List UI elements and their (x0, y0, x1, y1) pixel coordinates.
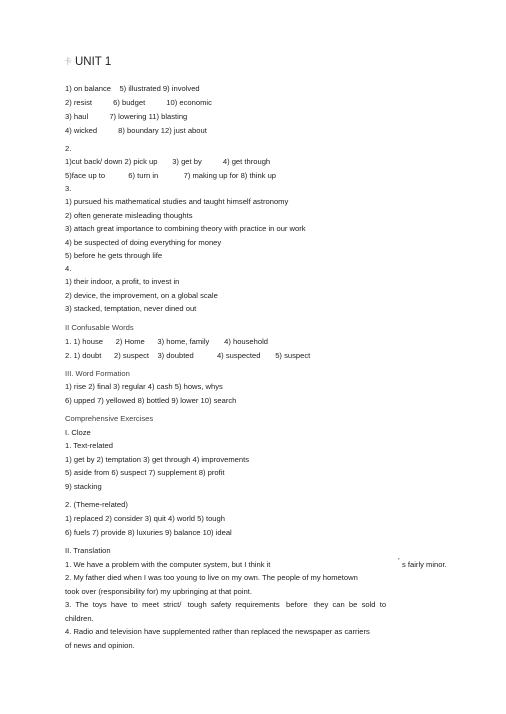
answer-line: 5)face up to 6) turn in 7) making up for 8) think up (65, 171, 277, 180)
translation-line: took over (responsibility for) my upbringing at that point. (65, 587, 252, 596)
answer-line: 6) fuels 7) provide 8) luxuries 9) balance 10) ideal (65, 528, 232, 537)
answer-line: 1) get by 2) temptation 3) get through 4) improvements (65, 455, 250, 464)
answer-line: 5) aside from 6) suspect 7) supplement 8) profit (65, 468, 225, 477)
translation-line: 3. The toys have to meet strict/ tough safety requirements before they can be sold to (65, 600, 387, 609)
section-number: 4. (65, 264, 72, 273)
heading-mark: 卡 (64, 57, 72, 67)
answer-line: 9) stacking (65, 482, 102, 491)
answer-line: 1) replaced 2) consider 3) quit 4) world 5) tough (65, 514, 225, 523)
answer-line: 3) attach great importance to combining theory with practice in our work (65, 224, 306, 233)
translation-line-end: s fairly minor. (402, 560, 447, 569)
section-heading: III. Word Formation (65, 369, 130, 378)
answer-line: 2. 1) doubt 2) suspect 3) doubted 4) suspected 5) suspect (65, 351, 311, 360)
answer-line: 1) their indoor, a profit, to invest in (65, 277, 180, 286)
answer-line: 2) device, the improvement, on a global scale (65, 291, 218, 300)
subsection-heading: 2. (Theme-related) (65, 500, 128, 509)
unit-heading (64, 53, 111, 69)
translation-line: of news and opinion. (65, 641, 135, 650)
section-number: 3. (65, 184, 72, 193)
answer-line: 2) often generate misleading thoughts (65, 211, 193, 220)
section-heading: II Confusable Words (65, 323, 134, 332)
answer-line: 3) stacked, temptation, never dined out (65, 304, 197, 313)
answer-line: 3) haul 7) lowering 11) blasting (65, 112, 188, 121)
answer-line: 4) be suspected of doing everything for money (65, 238, 222, 247)
answer-line: 1) on balance 5) illustrated 9) involved (65, 84, 200, 93)
answer-line: 1) rise 2) final 3) regular 4) cash 5) hows, whys (65, 382, 223, 391)
page-title: UNIT 1 (75, 55, 112, 68)
section-heading: II. Translation (65, 546, 111, 555)
answer-line: 5) before he gets through life (65, 251, 163, 260)
answer-line: 1)cut back/ down 2) pick up 3) get by 4) get through (65, 157, 271, 166)
translation-line: 1. We have a problem with the computer system, but I think it (65, 560, 271, 569)
subsection-heading: I. Cloze (65, 428, 91, 437)
translation-line: 4. Radio and television have supplemented rather than replaced the newspaper as carriers (65, 627, 370, 636)
section-number: 2. (65, 144, 72, 153)
answer-line: 4) wicked 8) boundary 12) just about (65, 126, 207, 135)
translation-line: children. (65, 614, 94, 623)
subsection-heading: 1. Text-related (65, 441, 113, 450)
answer-line: 6) upped 7) yellowed 8) bottled 9) lower 10) search (65, 396, 237, 405)
answer-line: 2) resist 6) budget 10) economic (65, 98, 212, 107)
answer-line: 1) pursued his mathematical studies and taught himself astronomy (65, 197, 289, 206)
translation-line: 2. My father died when I was too young to live on my own. The people of my hometown (65, 573, 358, 582)
section-heading: Comprehensive Exercises (65, 414, 154, 423)
answer-line: 1. 1) house 2) Home 3) home, family 4) household (65, 337, 269, 346)
apostrophe-mark: ’ (398, 556, 400, 565)
